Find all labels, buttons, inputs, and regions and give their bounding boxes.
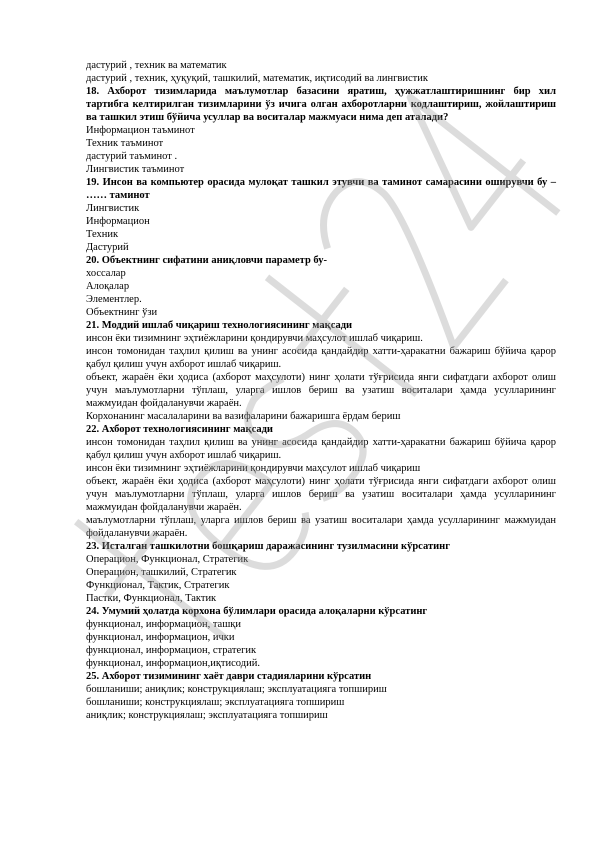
document-body	[86, 59, 556, 722]
answer-option: инсон томонидан таҳлил қилиш ва унинг асосида қандайдир хатти-ҳаракатни бажариш бўйича қарор қабул қилиш учун ахборот ишлаб чиқариш.	[86, 437, 556, 461]
answer-option: объект, жараён ёки ҳодиса (ахборот маҳсулоти) нинг ҳолати тўғрисида янги сифатдаги ахборот олиш учун маълумотларни тўплаш, уларга ишлов бериш ва узатиш воситалари ҳамда усулларининг мажмуидан фойдаланувчи жараён.	[86, 372, 556, 409]
answer-option: инсон ёки тизимнинг эҳтиёжларини қондирувчи маҳсулот ишлаб чиқариш.	[86, 333, 423, 344]
answer-option: Техник	[86, 229, 119, 240]
answer-option: хоссалар	[86, 268, 126, 279]
answer-option: Элементлер.	[86, 294, 142, 305]
answer-option: аниқлик; конструкциялаш; эксплуатацияга топшириш	[86, 710, 328, 721]
answer-option: инсон ёки тизимнинг эҳтиёжларини қондирувчи маҳсулот ишлаб чиқариш	[86, 463, 421, 474]
answer-option: Лингвистик таъминот	[86, 164, 185, 175]
answer-option: объект, жараён ёки ҳодиса (ахборот маҳсулоти) нинг ҳолати тўғрисида янги сифатдаги ахборот олиш учун маълумотларни тўплаш, уларга ишлов бериш ва узатиш воситалари ҳамда усулларининг мажмуидан фойдаланувчи жараён.	[86, 476, 556, 513]
question-text: 18. Ахборот тизимларида маълумотлар базасини яратиш, ҳужжатлаштиришнинг бир хил тартибга келтирилган тизимларини ўз ичига олган ахборотларни кодлаштириш, жойлаштириш ва ташкил этиш бўйича усуллар ва воситалар мажмуаси нима деп аталади?	[86, 86, 556, 123]
answer-option: Функционал, Тактик, Стратегик	[86, 580, 230, 591]
answer-option: дастурий таъминот .	[86, 151, 178, 162]
question-text: 21. Моддий ишлаб чиқариш технологиясининг мақсади	[86, 320, 353, 331]
answer-option: Объектнинг ўзи	[86, 307, 158, 318]
answer-option: маълумотларни тўплаш, уларга ишлов бериш ва узатиш воситалари ҳамда усулларининг мажмуидан фойдаланувчи жараён.	[86, 515, 556, 539]
question-text: 24. Умумий ҳолатда корхона бўлимлари орасида алоқаларни кўрсатинг	[86, 606, 428, 617]
answer-option: Операцион, Функционал, Стратегик	[86, 554, 249, 565]
answer-option: Алоқалар	[86, 281, 130, 292]
answer-option: функционал, информацион,иқтисодий.	[86, 658, 260, 669]
answer-option: Информацион таъминот	[86, 125, 195, 136]
question-text: 25. Ахборот тизимининг хаёт даври стадияларини кўрсатин	[86, 671, 372, 682]
answer-option: Операцион, ташкилий, Стратегик	[86, 567, 237, 578]
answer-option: Дастурий	[86, 242, 129, 253]
answer-option: бошланиши; конструкциялаш; эксплуатацияга топшириш	[86, 697, 345, 708]
question-text: 22. Ахборот технологиясининг мақсади	[86, 424, 273, 435]
answer-option: инсон томонидан таҳлил қилиш ва унинг асосида қандайдир хатти-ҳаракатни бажариш бўйича қарор қабул қилиш учун ахборот ишлаб чиқариш.	[86, 346, 556, 370]
answer-option: Корхонанинг масалаларини ва вазифаларини бажаришга ёрдам бериш	[86, 411, 401, 422]
answer-option: дастурий , техник ва математик	[86, 60, 227, 71]
question-text: 20. Объектнинг сифатини аниқловчи параметр бу-	[86, 255, 328, 266]
answer-option: Техник таъминот	[86, 138, 164, 149]
answer-option: функционал, информацион, стратегик	[86, 645, 257, 656]
answer-option: Информацион	[86, 216, 150, 227]
answer-option: Пастки, Функционал, Тактик	[86, 593, 217, 604]
question-text: 19. Инсон ва компьютер орасида мулоқат ташкил этувчи ва таминот самарасини оширувчи бу – …… таминот	[86, 177, 556, 201]
answer-option: бошланиши; аниқлик; конструкциялаш; эксплуатацияга топшириш	[86, 684, 387, 695]
answer-option: Лингвистик	[86, 203, 140, 214]
answer-option: функционал, информацион, ички	[86, 632, 235, 643]
question-text: 23. Исталган ташкилотни бошқариш даражасининг тузилмасини кўрсатинг	[86, 541, 450, 552]
answer-option: дастурий , техник, ҳуқуқий, ташкилий, математик, иқтисодий ва лингвистик	[86, 73, 428, 84]
answer-option: функционал, информацион, ташқи	[86, 619, 242, 630]
